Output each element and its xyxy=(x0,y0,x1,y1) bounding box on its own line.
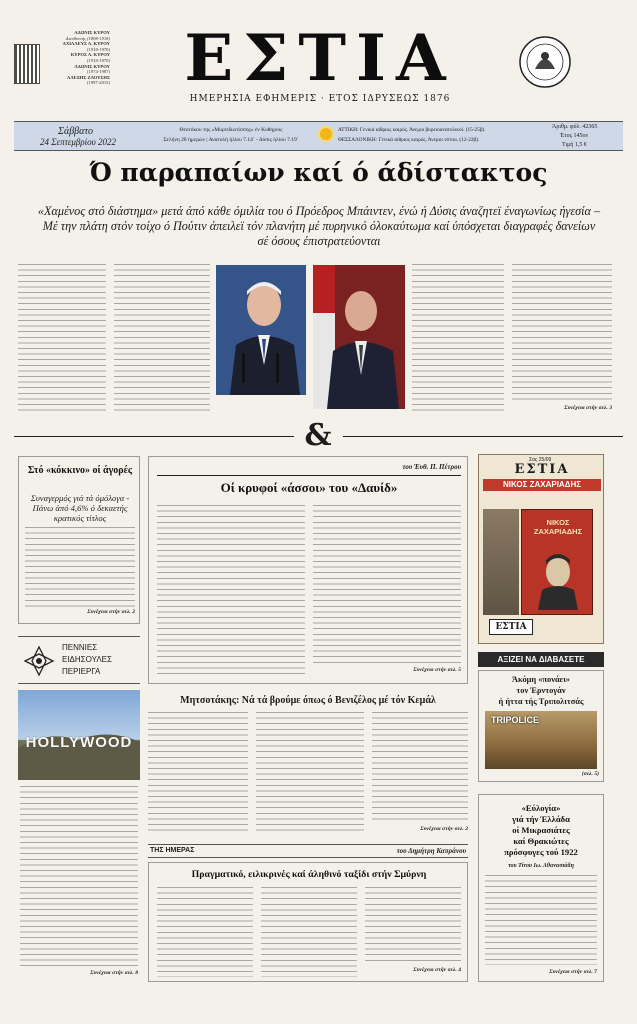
weather-thessaloniki: ΘΕΣΣΑΛΟΝΙΚΗ: Γενικά αίθριος καιρός. Άνεμοι νότιοι. (12-22β). xyxy=(338,137,480,143)
photo-biden xyxy=(216,265,306,395)
axizei-continuation: (σελ. 5) xyxy=(581,771,599,777)
ellada-title-2: γιά τήν Έλλάδα xyxy=(512,814,570,824)
masthead xyxy=(0,0,637,120)
ellada-title-5: πρόσφυγες τού 1922 xyxy=(504,847,578,857)
ellada-byline: του Τίτου Ιω. Αθανασιάδη xyxy=(508,863,574,869)
hollywood-photo xyxy=(18,690,140,780)
masthead-title: ΕΣΤΙΑ xyxy=(184,21,456,96)
hollywood-sign: HOLLYWOOD xyxy=(25,734,133,751)
founder-line: (1918-1970) xyxy=(87,57,110,63)
smyrni-box xyxy=(148,862,468,982)
issue-price: Τιμή 1,5 € xyxy=(562,142,587,148)
axizei-deck-1: Άκόμη «πονάει» xyxy=(512,675,570,684)
lead-column-4 xyxy=(512,264,612,404)
book-cover xyxy=(521,509,593,615)
center-column-2 xyxy=(313,505,461,665)
imeras-byline: του Δημήτρη Καπράνου xyxy=(396,847,466,855)
smyrni-column-2 xyxy=(261,887,357,977)
ellada-title-4: καί Θρακιώτες xyxy=(513,836,569,846)
lead-deck: «Χαμένος στό διάστημα» μετά άπό κάθε όμιλία του ό Πρόεδρος Μπάιντεν, ένώ ή Δύσις άναζητεϊ έναγωνίως ήγεσία – Μέ την πλάτη στόν τοίχο ό Πούτιν άπειλεϊ τόν πλανήτη μέ πυρηνικό όλοκαύτωμα καί ύπόσχεται διαγραφές δανείων σέ όσους έπιστρατεύονται xyxy=(37,204,601,248)
book-promo xyxy=(478,454,604,644)
book-scene xyxy=(483,509,519,615)
ornament-icon xyxy=(22,645,56,677)
issue-year: Έτος 145ον xyxy=(560,133,589,139)
divider-line-right xyxy=(343,436,623,437)
imeras-label: ΤΗΣ ΗΜΕΡΑΣ xyxy=(150,847,195,854)
ampersand-divider xyxy=(14,418,623,453)
qr-code-icon xyxy=(14,44,40,84)
masthead-subtitle: ΗΜΕΡΗΣΙΑ ΕΦΗΜΕΡΙΣ · ΕΤΟΣ ΙΔΡΥΣΕΩΣ 1876 xyxy=(189,94,451,104)
founder-line: (1918-1970) xyxy=(87,46,110,52)
founder-line: ΑΧΙΛΛΕΥΣ Α. ΚΥΡΟΥ xyxy=(62,41,110,47)
smyrni-continuation: Συνέχεια στήν σελ. 4 xyxy=(413,967,461,973)
portrait-figure xyxy=(536,550,580,610)
mitsotakis-continuation: Συνέχεια στήν σελ. 2 xyxy=(420,826,468,832)
smyrni-headline: Πραγματικό, ειλικρινές καί άληθινό ταξίδι στήν Σμύρνη xyxy=(191,869,427,880)
dateline-day: Σάββατο xyxy=(58,126,93,137)
periegia-header xyxy=(18,636,140,684)
founder-line: (1997-2015) xyxy=(87,80,110,86)
book-paper-title: ΕΣΤΙΑ xyxy=(514,462,570,477)
axizei-label: ΑΞΙΖΕΙ ΝΑ ΔΙΑΒΑΣΕΤΕ xyxy=(478,652,604,667)
center-column-1 xyxy=(157,505,305,677)
smyrni-column-1 xyxy=(157,887,253,977)
sun-icon xyxy=(320,128,332,140)
periegia-continuation: Συνέχεια στήν σελ. 8 xyxy=(90,970,138,976)
axizei-deck-3: ή ήττα τής Τριπολιτσάς xyxy=(498,697,584,706)
dateline-saint: Θεοτόκου της «Μυρτιδιωτίσσης» έν Κυθήροις xyxy=(179,127,283,133)
mitsotakis-column-3 xyxy=(372,712,468,824)
founder-line: ΑΔΩΝΙΣ ΚΥΡΟΥ xyxy=(74,30,110,35)
imeras-band xyxy=(148,844,468,858)
periegia-line-1: ΠΕΝΝΙΕΣ xyxy=(62,643,98,652)
dateline-moon: Σελήνη 28 ήμερών | Ανατολή ήλίου 7.14΄ - Δύσις ήλίου 7.19΄ xyxy=(163,137,299,143)
periegia-line-3: ΠΕΡΙΕΡΓΑ xyxy=(62,667,101,676)
mitsotakis-column-1 xyxy=(148,712,248,832)
lead-column-3 xyxy=(412,264,504,412)
mitsotakis-column-2 xyxy=(256,712,364,832)
lead-continuation: Συνέχεια στήν σελ. 3 xyxy=(564,405,612,411)
periegia-line-2: ΕΙΔΗΣΟΥΛΕΣ xyxy=(62,655,112,664)
axizei-image xyxy=(485,711,597,769)
center-byline: του Έυθ. Π. Πέτρου xyxy=(402,463,461,471)
ellada-text xyxy=(485,875,597,965)
axizei-box xyxy=(478,670,604,782)
founder-line: (1974-1987) xyxy=(87,69,110,75)
periegia-text xyxy=(20,786,138,966)
issue-number: Άριθμ. φύλ. 42365 xyxy=(552,124,598,130)
founder-line: ΑΔΩΝΙΣ ΚΥΡΟΥ xyxy=(74,63,110,69)
smyrni-column-3 xyxy=(365,887,461,963)
markets-box xyxy=(18,456,140,624)
markets-text xyxy=(25,527,135,609)
ellada-title-1: «Εύλογία» xyxy=(521,803,561,813)
ellada-title-3: οί Μικρασιάτες xyxy=(512,825,570,835)
photo-putin xyxy=(313,265,405,409)
founder-line: ΚΥΡΟΣ Α. ΚΥΡΟΥ xyxy=(70,52,110,58)
markets-title: Στό «κόκκινο» οί άγορές xyxy=(27,465,133,476)
founder-line: ΑΛΕΞΗΣ ΖΑΟΥΣΗΣ xyxy=(67,74,110,80)
seal-icon xyxy=(518,35,572,89)
lead-column-2 xyxy=(114,264,210,412)
lead-headline: Ό παραπαίων καί ό άδίστακτος xyxy=(89,158,548,187)
markets-deck: Συναγερμός γιά τά όμόλογα - Πάνω άπό 4,6% ό δεκαετής κρατικός τίτλος xyxy=(30,493,130,523)
dateline-band xyxy=(14,121,623,151)
center-article-box xyxy=(148,456,468,684)
markets-continuation: Συνέχεια στήν σελ. 2 xyxy=(87,609,135,615)
book-badge: ΕΣΤΙΑ xyxy=(489,619,533,635)
divider-line-left xyxy=(14,436,294,437)
founder-line: Διευθυντής (1898-1918) xyxy=(65,35,110,41)
mitsotakis-headline: Μητσοτάκης: Νά τά βρούμε όπως ό Βενιζέλος μέ τόν Κεμάλ xyxy=(180,695,436,706)
center-rule xyxy=(157,475,461,476)
book-date: Σας 25/09 xyxy=(529,457,552,463)
ellada-continuation: Συνέχεια στήν σελ. 7 xyxy=(549,969,597,975)
lead-column-1 xyxy=(18,264,106,412)
book-author-banner: ΝΙΚΟΣ ΖΑΧΑΡΙΑΔΗΣ xyxy=(483,479,601,491)
ampersand: & xyxy=(304,418,332,453)
axizei-image-text: TRIPOLICE xyxy=(491,715,540,725)
center-continuation: Συνέχεια στήν σελ. 5 xyxy=(413,667,461,673)
center-headline: Οί κρυφοί «άσσοι» του «Δαυίδ» xyxy=(220,480,398,495)
ellada-box xyxy=(478,794,604,982)
dateline-date: 24 Σεπτεμβρίου 2022 xyxy=(39,137,117,147)
weather-attica: ΑΤΤΙΚΗ: Γενικά αίθριος καιρός. Άνεμοι βορειοανατολικοί. (15-25β). xyxy=(338,127,486,133)
axizei-deck-2: τον Έρντογάν xyxy=(516,686,566,695)
book-cover-title: ΝΙΚΟΣ ΖΑΧΑΡΙΑΔΗΣ xyxy=(533,518,583,536)
